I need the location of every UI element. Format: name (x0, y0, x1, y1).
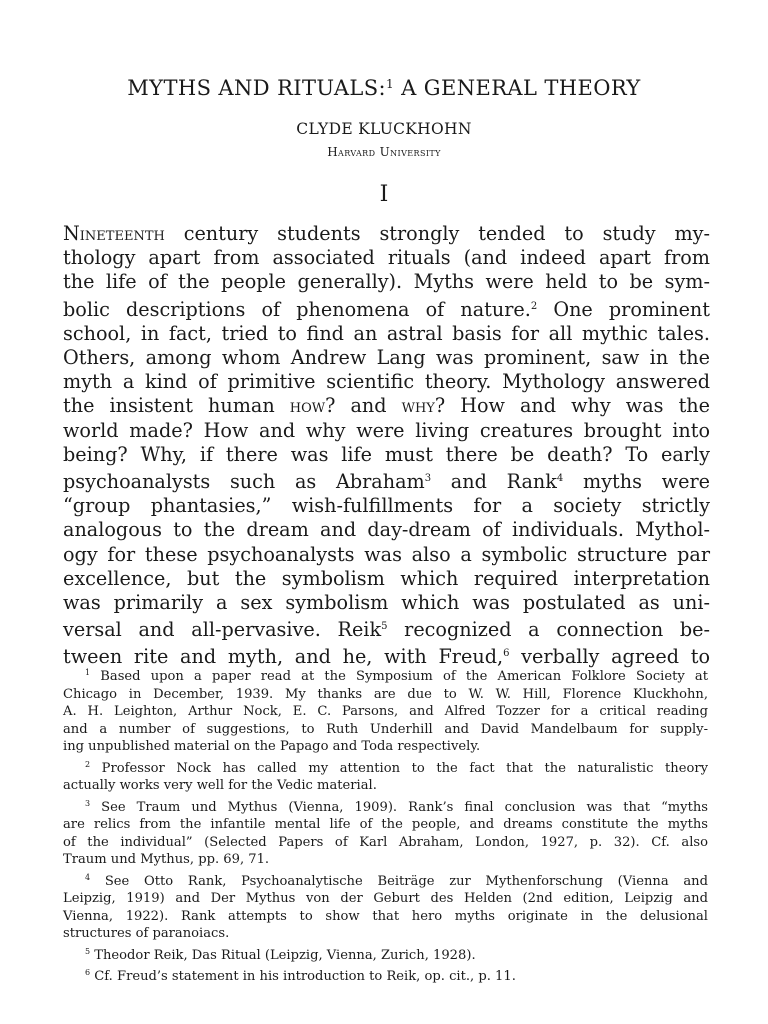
footnote-line: of the individual” (Selected Papers of Karl Abraham, London, 1927, p. 32). Cf. also (63, 834, 708, 850)
footnote-1: $^1$ Based upon a paper read at the Symposium of the American Folklore Society at (85, 668, 708, 684)
body-line: psychoanalysts such as Abraham$^3$ and Rank$^4$ myths were (63, 470, 710, 494)
body-line: bolic descriptions of phenomena of nature.$^2$ One prominent (63, 297, 711, 321)
footnote-line: actually works very well for the Vedic material. (63, 778, 377, 793)
body-line: school, in fact, tried to find an astral basis for all mythic tales. (63, 321, 710, 345)
body-line: the life of the people generally). Myths were held to be sym- (63, 270, 710, 294)
title-footnote-ref[interactable]: 1 (386, 77, 395, 91)
body-line: Others, among whom Andrew Lang was prominent, saw in the (63, 346, 710, 370)
body-line: analogous to the dream and day-dream of individuals. Mythol- (63, 518, 710, 542)
title-text-rest: A GENERAL THEORY (394, 76, 641, 100)
body-line: thology apart from associated rituals (and indeed apart from (63, 246, 710, 270)
footnote-line: structures of paranoiacs. (63, 926, 230, 941)
footnote-ref-4[interactable]: 4 (556, 473, 564, 485)
author-affiliation: Harvard University (327, 145, 441, 159)
footnote-line: Leipzig, 1919) and Der Mythus von der Geburt des Helden (2nd edition, Leipzig and (63, 891, 708, 906)
body-line: tween rite and myth, and he, with Freud,$^6$ verbally agreed to (63, 645, 710, 669)
title-text: MYTHS AND RITUALS: (127, 76, 387, 100)
body-line: the insistent human how? and why? How and why was the (63, 394, 710, 418)
footnote-line: Traum und Mythus, pp. 69, 71. (63, 852, 270, 867)
body-line: “group phantasies,” wish-fulfillments for a society strictly (63, 494, 710, 518)
body-line: being? Why, if there was life must there be death? To early (63, 442, 710, 466)
footnote-6: $^6$ Cf. Freud’s statement in his introduction to Reik, op. cit., p. 11. (85, 968, 516, 984)
footnote-line: Chicago in December, 1939. My thanks are due to W. W. Hill, Florence Kluckhohn, (63, 686, 708, 702)
footnote-ref-6[interactable]: 6 (503, 648, 510, 660)
footnote-ref-2[interactable]: 2 (530, 300, 538, 312)
body-text (63, 222, 710, 670)
section-number: I (379, 182, 389, 207)
body-line: Nineteenth century students strongly tended to study my- (63, 222, 710, 245)
footnote-2: $^2$ Professor Nock has called my attention to the fact that the naturalistic theory (85, 759, 708, 776)
footnote-ref-5[interactable]: 5 (381, 621, 388, 633)
body-line: ogy for these psychoanalysts was also a symbolic structure par (63, 542, 710, 566)
footnote-line: are relics from the infantile mental life of the people, and dreams constitute the myths (63, 817, 708, 832)
body-line: world made? How and why were living creatures brought into (63, 418, 710, 442)
footnote-3: $^3$ See Traum und Mythus (Vienna, 1909). Rank’s final conclusion was that “myths (85, 798, 708, 815)
body-line: was primarily a sex symbolism which was postulated as uni- (63, 591, 710, 615)
body-line: versal and all-pervasive. Reik$^5$ recognized a connection be- (63, 618, 710, 642)
article-title (0, 76, 768, 100)
footnote-5: $^5$ Theodor Reik, Das Ritual (Leipzig, Vienna, Zurich, 1928). (85, 946, 476, 963)
body-line: myth a kind of primitive scientific theory. Mythology answered (63, 370, 710, 394)
drop-word: Nineteenth (63, 222, 165, 245)
footnote-4: $^4$ See Otto Rank, Psychoanalytische Beiträge zur Mythenforschung (Vienna and (85, 872, 708, 889)
footnote-line: and a number of suggestions, to Ruth Underhill and David Mandelbaum for supply- (63, 721, 708, 737)
body-line: excellence, but the symbolism which required interpretation (63, 566, 710, 590)
footnotes (63, 664, 708, 986)
footnote-line: ing unpublished material on the Papago and Toda respectively. (63, 739, 481, 754)
footnote-line: A. H. Leighton, Arthur Nock, E. C. Parsons, and Alfred Tozzer for a critical reading (63, 704, 708, 719)
author-name: CLYDE KLUCKHOHN (296, 120, 472, 138)
footnote-line: Vienna, 1922). Rank attempts to show that hero myths originate in the delusional (63, 908, 708, 924)
footnote-ref-3[interactable]: 3 (424, 473, 432, 485)
